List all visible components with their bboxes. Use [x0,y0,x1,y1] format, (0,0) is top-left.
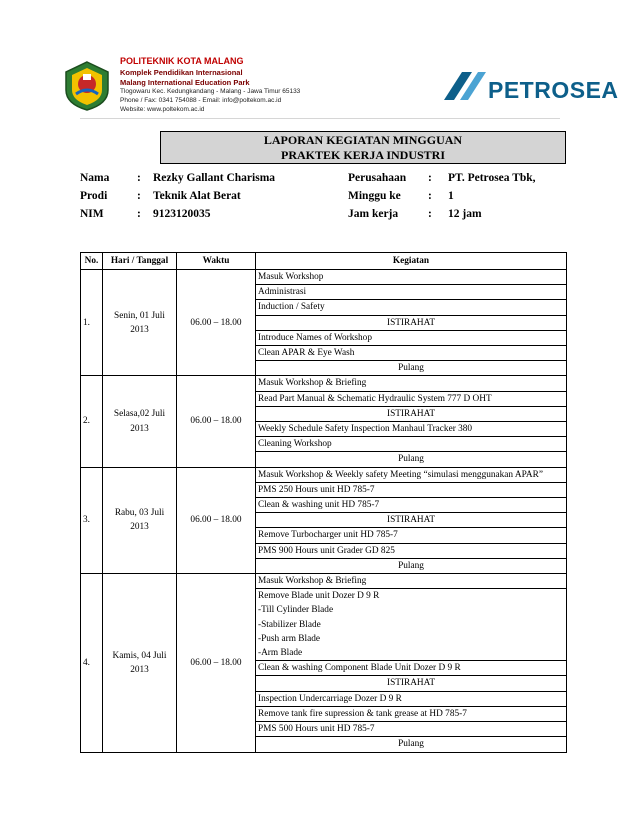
perusahaan-value: PT. Petrosea Tbk, [448,172,536,184]
activity-break: ISTIRAHAT [256,406,567,421]
activity-end: Pulang [256,361,567,376]
minggu-sep: : [428,190,432,202]
institution-sub2: Malang International Education Park [120,78,250,87]
institution-website: Website: www.poltekom.ac.id [120,106,205,113]
nim-label: NIM [80,208,104,220]
prodi-sep: : [137,190,141,202]
perusahaan-label: Perusahaan [348,172,407,184]
activity-item: Remove tank fire supression & tank grease at HD 785-7 [256,706,567,721]
jam-label: Jam kerja [348,208,399,220]
nim-value: 9123120035 [153,208,211,220]
header-time: Waktu [177,253,256,270]
activity-item: Weekly Schedule Safety Inspection Manhaul Tracker 380 [256,422,567,437]
activity-break: ISTIRAHAT [256,676,567,691]
activity-item: Masuk Workshop & Weekly safety Meeting “simulasi menggunakan APAR” [256,467,567,482]
table-row [81,467,567,482]
nama-value: Rezky Gallant Charisma [153,172,276,184]
nama-sep: : [137,172,141,184]
activity-break: ISTIRAHAT [256,315,567,330]
day-no: 3. [81,467,103,573]
prodi-value: Teknik Alat Berat [153,190,241,202]
jam-sep: : [428,208,432,220]
day-time: 06.00 – 18.00 [177,376,256,467]
day-date: Rabu, 03 Juli 2013 [103,467,177,573]
prodi-label: Prodi [80,190,108,202]
activity-item: Clean & washing unit HD 785-7 [256,498,567,513]
table-row [81,376,567,391]
jam-value: 12 jam [448,208,482,220]
header-activity: Kegiatan [256,253,567,270]
activity-item: Masuk Workshop & Briefing [256,574,567,589]
activity-item: Read Part Manual & Schematic Hydraulic System 777 D OHT [256,391,567,406]
activity-break: ISTIRAHAT [256,513,567,528]
activity-item: Remove Blade unit Dozer D 9 R -Till Cylinder Blade -Stabilizer Blade -Push arm Blade -Arm Blade [256,589,567,661]
activity-end: Pulang [256,452,567,467]
minggu-value: 1 [448,190,454,202]
activity-item: Masuk Workshop & Briefing [256,376,567,391]
header-no: No. [81,253,103,270]
activity-end: Pulang [256,737,567,752]
institution-phone: Phone / Fax: 0341 754088 - Email: info@poltekom.ac.id [120,97,282,104]
table-row [81,574,567,589]
header-date: Hari / Tanggal [103,253,177,270]
nim-sep: : [137,208,141,220]
activity-item: Clean APAR & Eye Wash [256,346,567,361]
activity-item: Administrasi [256,285,567,300]
activity-item: PMS 500 Hours unit HD 785-7 [256,722,567,737]
day-date: Kamis, 04 Juli 2013 [103,574,177,752]
day-time: 06.00 – 18.00 [177,467,256,573]
nama-label: Nama [80,172,110,184]
institution-name: POLITEKNIK KOTA MALANG [120,56,244,66]
petrosea-logo-text: PETROSEA [488,77,619,103]
institution-sub1: Komplek Pendidikan Internasional [120,68,243,77]
header-divider [80,118,560,119]
report-subtitle: PRAKTEK KERJA INDUSTRI [280,148,446,162]
day-time: 06.00 – 18.00 [177,574,256,752]
day-date: Selasa,02 Juli 2013 [103,376,177,467]
day-no: 4. [81,574,103,752]
report-title-box [160,131,566,164]
perusahaan-sep: : [428,172,432,184]
activity-end: Pulang [256,558,567,573]
report-title: LAPORAN KEGIATAN MINGGUAN [263,133,463,147]
activity-item: Clean & washing Component Blade Unit Dozer D 9 R [256,661,567,676]
activity-item: Remove Turbocharger unit HD 785-7 [256,528,567,543]
institution-address: Tlogowaru Kec. Kedungkandang - Malang - Jawa Timur 65133 [120,88,301,95]
day-no: 1. [81,270,103,376]
day-no: 2. [81,376,103,467]
activity-item: Cleaning Workshop [256,437,567,452]
activity-table [80,252,567,753]
activity-item: Introduce Names of Workshop [256,330,567,345]
day-time: 06.00 – 18.00 [177,270,256,376]
activity-item: Masuk Workshop [256,270,567,285]
activity-item: Inspection Undercarriage Dozer D 9 R [256,691,567,706]
activity-item: PMS 250 Hours unit HD 785-7 [256,482,567,497]
minggu-label: Minggu ke [348,190,401,202]
table-row [81,270,567,285]
table-header-row [81,253,567,270]
politeknik-logo [62,60,112,112]
activity-item: Induction / Safety [256,300,567,315]
day-date: Senin, 01 Juli 2013 [103,270,177,376]
activity-item: PMS 900 Hours unit Grader GD 825 [256,543,567,558]
